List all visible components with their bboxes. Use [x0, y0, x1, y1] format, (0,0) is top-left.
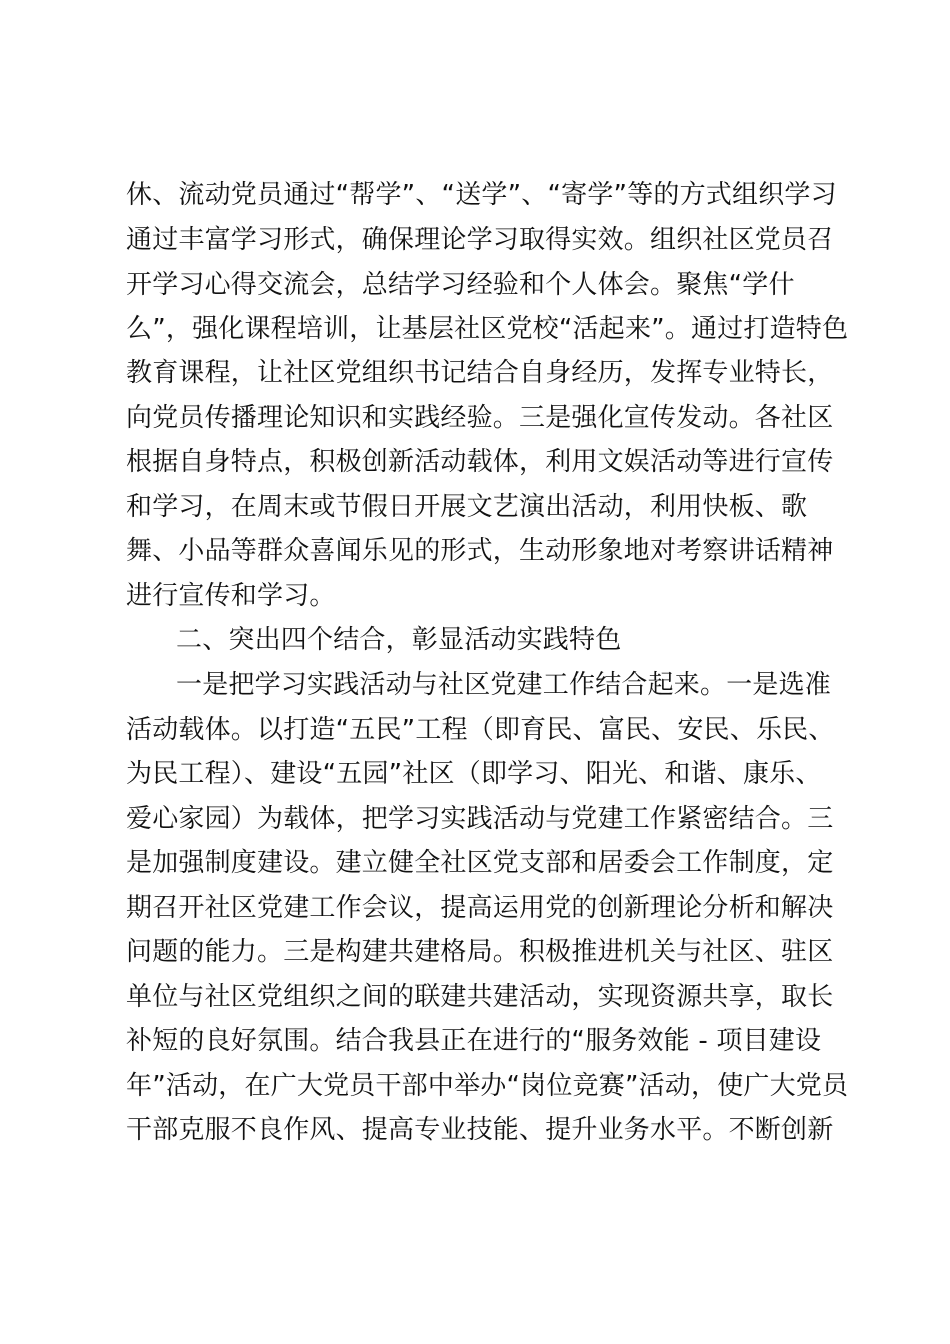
text-line: 教育课程，让社区党组织书记结合自身经历，发挥专业特长，	[126, 358, 834, 388]
text-line: 么”，强化课程培训，让基层社区党校“活起来”。通过打造特色	[126, 314, 849, 344]
text-line: 通过丰富学习形式，确保理论学习取得实效。组织社区党员召	[126, 225, 834, 255]
text-line: 一是把学习实践活动与社区党建工作结合起来。一是选准	[176, 670, 832, 700]
text-line: 舞、小品等群众喜闻乐见的形式，生动形象地对考察讲话精神	[126, 536, 834, 566]
text-line: 干部克服不良作风、提高专业技能、提升业务水平。不断创新	[126, 1115, 834, 1145]
text-line: 爱心家园）为载体，把学习实践活动与党建工作紧密结合。三	[126, 804, 834, 834]
text-line: 进行宣传和学习。	[126, 581, 336, 611]
text-line: 问题的能力。三是构建共建格局。积极推进机关与社区、驻区	[126, 937, 834, 967]
text-line: 期召开社区党建工作会议，提高运用党的创新理论分析和解决	[126, 893, 834, 923]
text-line: 休、流动党员通过“帮学”、“送学”、“寄学”等的方式组织学习	[126, 180, 837, 210]
text-line: 向党员传播理论知识和实践经验。三是强化宣传发动。各社区	[126, 403, 834, 433]
text-line: 补短的良好氛围。结合我县正在进行的“服务效能 - 项目建设	[126, 1026, 822, 1056]
text-line: 根据自身特点，积极创新活动载体，利用文娱活动等进行宣传	[126, 447, 834, 477]
text-line: 开学习心得交流会，总结学习经验和个人体会。聚焦“学什	[126, 270, 795, 300]
text-line: 单位与社区党组织之间的联建共建活动，实现资源共享，取长	[126, 982, 834, 1012]
text-line: 年”活动，在广大党员干部中举办“岗位竞赛”活动，使广大党员	[126, 1071, 849, 1101]
text-line: 是加强制度建设。建立健全社区党支部和居委会工作制度，定	[126, 848, 834, 878]
text-line: 为民工程）、建设“五园”社区（即学习、阳光、和谐、康乐、	[126, 759, 822, 789]
text-line: 活动载体。以打造“五民”工程（即育民、富民、安民、乐民、	[126, 715, 835, 745]
text-line: 和学习，在周末或节假日开展文艺演出活动，利用快板、歌	[126, 492, 808, 522]
section-heading: 二、突出四个结合，彰显活动实践特色	[176, 625, 622, 655]
